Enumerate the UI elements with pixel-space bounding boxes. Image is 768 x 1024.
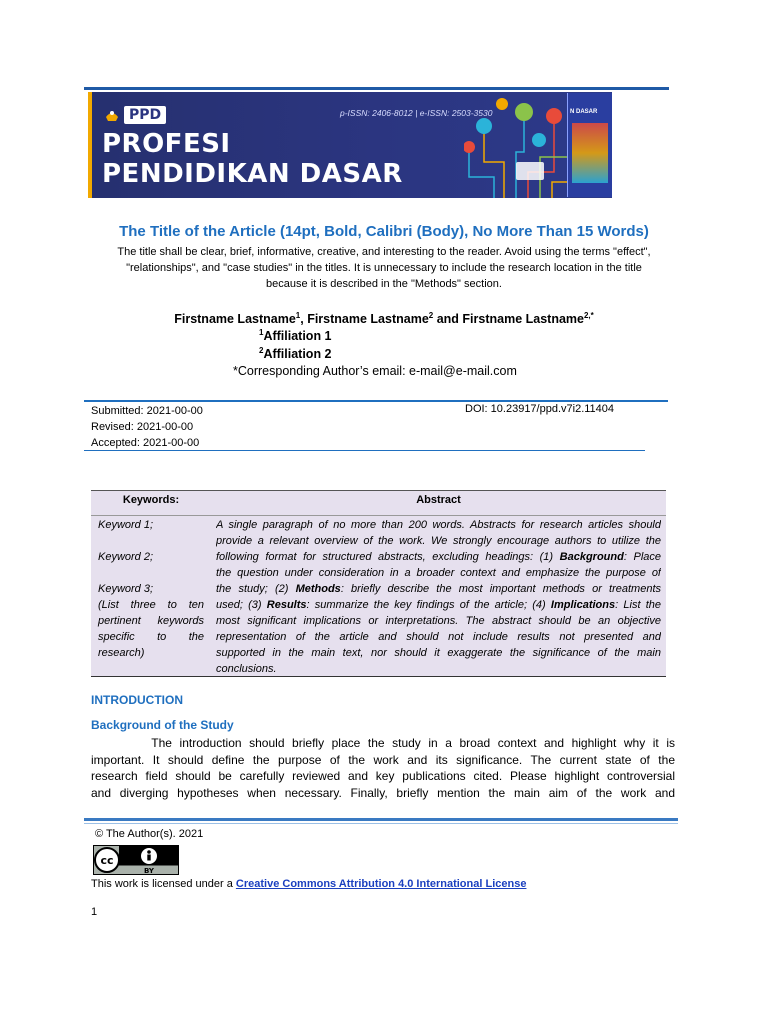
keyword-note-line: research) (98, 647, 145, 659)
cc-badge-by-text: BY (143, 867, 155, 875)
keywords-header: Keywords: (122, 494, 180, 506)
footer-rule (84, 818, 678, 821)
author-name: Firstname Lastname (307, 312, 429, 327)
journal-title-line1: PROFESI (102, 129, 231, 159)
page-number: 1 (91, 906, 98, 918)
submitted-date: Submitted: 2021-00-00 (91, 405, 203, 417)
author-sup: 2 (428, 311, 434, 320)
abstract-line: used; (3) Results: summarize the key findings of the article; (4) Implications: List the (216, 599, 661, 611)
banner-stripe (88, 92, 92, 198)
cover-text: N DASAR (570, 109, 598, 115)
section-heading-introduction: INTRODUCTION (91, 693, 183, 707)
author-separator: , (300, 312, 308, 327)
doi-text: DOI: 10.23917/ppd.v7i2.11404 (465, 403, 615, 415)
keyword-note-line: (List three to ten (98, 599, 204, 611)
author-sup: 1 (295, 311, 301, 320)
title-description-line: because it is described in the "Methods" section. (266, 278, 502, 290)
author-list (0, 311, 768, 326)
revised-date: Revised: 2021-00-00 (91, 421, 194, 433)
dates-top-rule (84, 400, 668, 402)
title-description (86, 244, 682, 292)
affiliation-1 (259, 328, 332, 343)
abstract-line: most significant implications or interpretations. The abstract should be an objective (216, 615, 661, 627)
abstract-line: conclusions. (216, 663, 277, 675)
abstract-line: representation of the article and should not include results not presented and (216, 631, 661, 643)
journal-logo (104, 105, 176, 125)
affiliation-sup: 2 (259, 346, 264, 355)
abstract-emphasis: Implications (550, 599, 616, 611)
title-description-line: "relationships", and "case studies" in the titles. It is unnecessary to include the research location in the title (126, 262, 642, 274)
abstract-line: A single paragraph of no more than 200 words. Abstracts for research articles should (216, 519, 661, 531)
abstract-line: provide a relevant overview of the work. We strongly encourage authors to utilize the (216, 535, 661, 547)
journal-title-line2: PENDIDIKAN DASAR (102, 159, 403, 189)
dates-bottom-rule (84, 450, 645, 451)
paragraph-line: research field should be carefully reviewed and key publications cited. Please highlight controversial (91, 769, 675, 783)
copyright-text: © The Author(s). 2021 (95, 828, 204, 840)
keyword-item: Keyword 1; (98, 519, 154, 531)
abstract-text (216, 517, 661, 677)
keyword-note-line: specific to the (98, 631, 204, 643)
footer-rule-thin (84, 823, 678, 824)
abstract-line: following format for structured abstracts, excluding headings: (1) Background: Place (216, 551, 661, 563)
svg-text:cc: cc (100, 854, 114, 867)
license-prefix: This work is licensed under a (91, 878, 236, 890)
abstract-emphasis: Background (559, 551, 624, 563)
submission-dates (91, 403, 203, 451)
issn-text: p-ISSN: 2406-8012 | e-ISSN: 2503-3530 (340, 108, 493, 118)
abstract-header: Abstract (416, 494, 461, 506)
keyword-item: Keyword 3; (98, 583, 154, 595)
subsection-heading-background: Background of the Study (91, 718, 234, 732)
keyword-note-line: pertinent keywords (98, 615, 204, 627)
abstract-line: supported in the main text, nor should it exaggerate the significance of the main (216, 647, 661, 659)
cover-art (572, 123, 608, 183)
author-name: Firstname Lastname (174, 312, 296, 327)
ppd-logo-icon (104, 107, 120, 123)
logo-text: PPD (124, 106, 166, 124)
journal-cover-thumbnail (567, 93, 612, 197)
table-header-divider (91, 515, 666, 516)
introduction-paragraph (91, 735, 675, 801)
banner-top-rule (84, 87, 669, 90)
abstract-line: the study; (2) Methods: briefly describe the most important methods or treatments (216, 583, 661, 595)
license-statement (91, 878, 526, 890)
affiliation-text: Affiliation 2 (263, 347, 332, 362)
abstract-emphasis: Methods (295, 583, 341, 595)
license-link[interactable]: Creative Commons Attribution 4.0 International License (235, 878, 527, 890)
cc-by-license-badge[interactable] (93, 845, 179, 875)
abstract-line: the question under consideration in a broader context and emphasize the purpose of (216, 567, 661, 579)
corresponding-email: *Corresponding Author’s email: e-mail@e-mail.com (233, 364, 517, 378)
keywords-abstract-table (91, 490, 666, 677)
affiliation-sup: 1 (259, 328, 264, 337)
author-name: Firstname Lastname (462, 312, 584, 327)
paragraph-line: and diverging hypotheses when necessary. Finally, briefly mention the main aim of the work and (91, 785, 675, 800)
author-sup: 2,* (583, 311, 594, 320)
paragraph-line: important. It should define the purpose of the work and its significance. The current state of the (91, 752, 675, 767)
keyword-note (98, 597, 204, 661)
accepted-date: Accepted: 2021-00-00 (91, 437, 200, 449)
affiliation-2 (259, 346, 332, 361)
affiliation-text: Affiliation 1 (263, 329, 332, 344)
title-description-line: The title shall be clear, brief, informative, creative, and interesting to the reader. Avoid using the terms "effect", (117, 246, 651, 258)
abstract-emphasis: Results (266, 599, 307, 611)
keyword-item: Keyword 2; (98, 551, 154, 563)
paragraph-line: The introduction should briefly place the study in a broad context and highlight why it is (91, 736, 675, 750)
journal-banner (88, 92, 612, 198)
article-title: The Title of the Article (14pt, Bold, Calibri (Body), No More Than 15 Words) (119, 223, 649, 240)
author-separator: and (433, 312, 463, 327)
